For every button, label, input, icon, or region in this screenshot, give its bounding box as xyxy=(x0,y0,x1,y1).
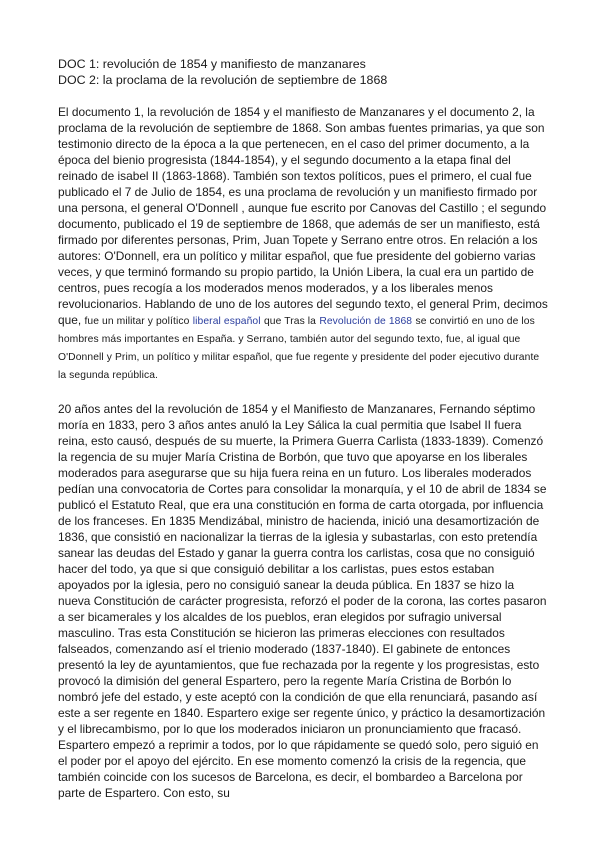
serrano-description: se convirtió en uno de los hombres más importantes en España. y Serrano, también autor del segundo texto, fue, al igual que O'Donnell y Prim, un político y militar español, que fue regente y presidente del poder ejecutivo durante la segunda república. xyxy=(58,316,540,381)
revolucion-1868-link[interactable]: Revolución de 1868 xyxy=(319,316,413,327)
liberal-espanol-link[interactable]: liberal español xyxy=(192,316,261,327)
paragraph-background: 20 años antes del la revolución de 1854 y el Manifiesto de Manzanares, Fernando séptimo moría en 1833, pero 3 años antes anuló la Ley Sálica la cual permitia que Isabel II fuera reina, esto causó, después de su muerte, la Primera Guerra Carlista (1833-1839). Comenzó la regencia de su mujer María Cristina de Borbón, que tuvo que apoyarse en los liberales moderados para asegurarse que su hija fuera reina en un futuro. Los liberales moderados pedían una convocatoria de Cortes para consolidar la monarquía, y el 10 de abril de 1834 se publicó el Estatuto Real, que era una constitución en forma de carta otorgada, por influencia de los franceses. En 1835 Mendizábal, ministro de hacienda, inició una desamortización de 1836, que consistió en nacionalizar la tierras de la iglesia y subastarlas, con esto pretendía sanear las deudas del Estado y ganar la guerra contra los carlistas, cosa que no consiguió hacer del todo, ya que si que consiguió debilitar a los carlistas, pues estos estaban apoyados por la iglesia, pero no consiguió sanear la deuda pública. En 1837 se hizo la nueva Constitución de carácter progresista, reforzó el poder de la corona, las cortes pasaron a ser bicamerales y los alcaldes de los pueblos, eran elegidos por sufragio universal masculino. Tras esta Constitución se hicieron las primeras elecciones con resultados falseados, comenzando así el trienio moderado (1837-1840). El gabinete de entonces presentó la ley de ayuntamientos, que fue rechazada por la regente y los progresistas, esto provocó la dimisión del general Espartero, pero la regente María Cristina de Borbón lo nombró jefe del estado, y este aceptó con la condición de que ella renunciará, pasando así este a ser regente en 1840. Espartero exige ser regente único, y práctico la desamortización y el librecambismo, por lo que los moderados iniciaron un pronunciamiento que fracasó. Espartero empezó a reprimir a todos, por lo que rápidamente se quedó solo, pero siguió en el poder por el apoyo del ejército. En ese momento comenzó la crisis de la regencia, que también coincide con los sucesos de Barcelona, es decir, el bombardeo a Barcelona por parte de Espartero. Con esto, su xyxy=(58,402,547,800)
prim-continuation: que Tras la xyxy=(263,316,316,327)
paragraph-sources xyxy=(58,104,548,384)
paragraph-sources-text: El documento 1, la revolución de 1854 y el manifiesto de Manzanares y el documento 2, la proclama de la revolución de septiembre de 1868. Son ambas fuentes primarias, ya que son testimonio directo de la época a la que pertenecen, en el caso del primer documento, a la época del bienio progresista (1844-1854), y el segundo documento a la etapa final del reinado de isabel II (1863-1868). También son textos políticos, pues el primero, el cual fue publicado el 7 de Julio de 1854, es una proclama de revolución y un manifiesto firmado por una persona, el general O'Donnell , aunque fue escrito por Canovas del Castillo ; el segundo documento, publicado el 19 de septiembre de 1868, que además de ser un manifiesto, está firmado por diferentes personas, Prim, Juan Topete y Serrano entre otros. En relación a los autores: O'Donnell, era un político y militar español, que fue presidente del gobierno varias veces, y que terminó formando su propio partido, la Unión Libera, la cual era un partido de centros, pues recogía a los moderados menos moderados, y a los liberales menos revolucionarios. Hablando de uno de los autores del segundo texto, el general Prim, decimos que, xyxy=(58,105,548,327)
doc2-title: DOC 2: la proclama de la revolución de septiembre de 1868 xyxy=(58,73,388,87)
spacer xyxy=(58,384,548,401)
document-body xyxy=(58,56,548,801)
prim-description: fue un militar y político xyxy=(84,316,190,327)
spacer xyxy=(58,88,548,104)
doc1-title: DOC 1: revolución de 1854 y manifiesto de manzanares xyxy=(58,57,366,71)
